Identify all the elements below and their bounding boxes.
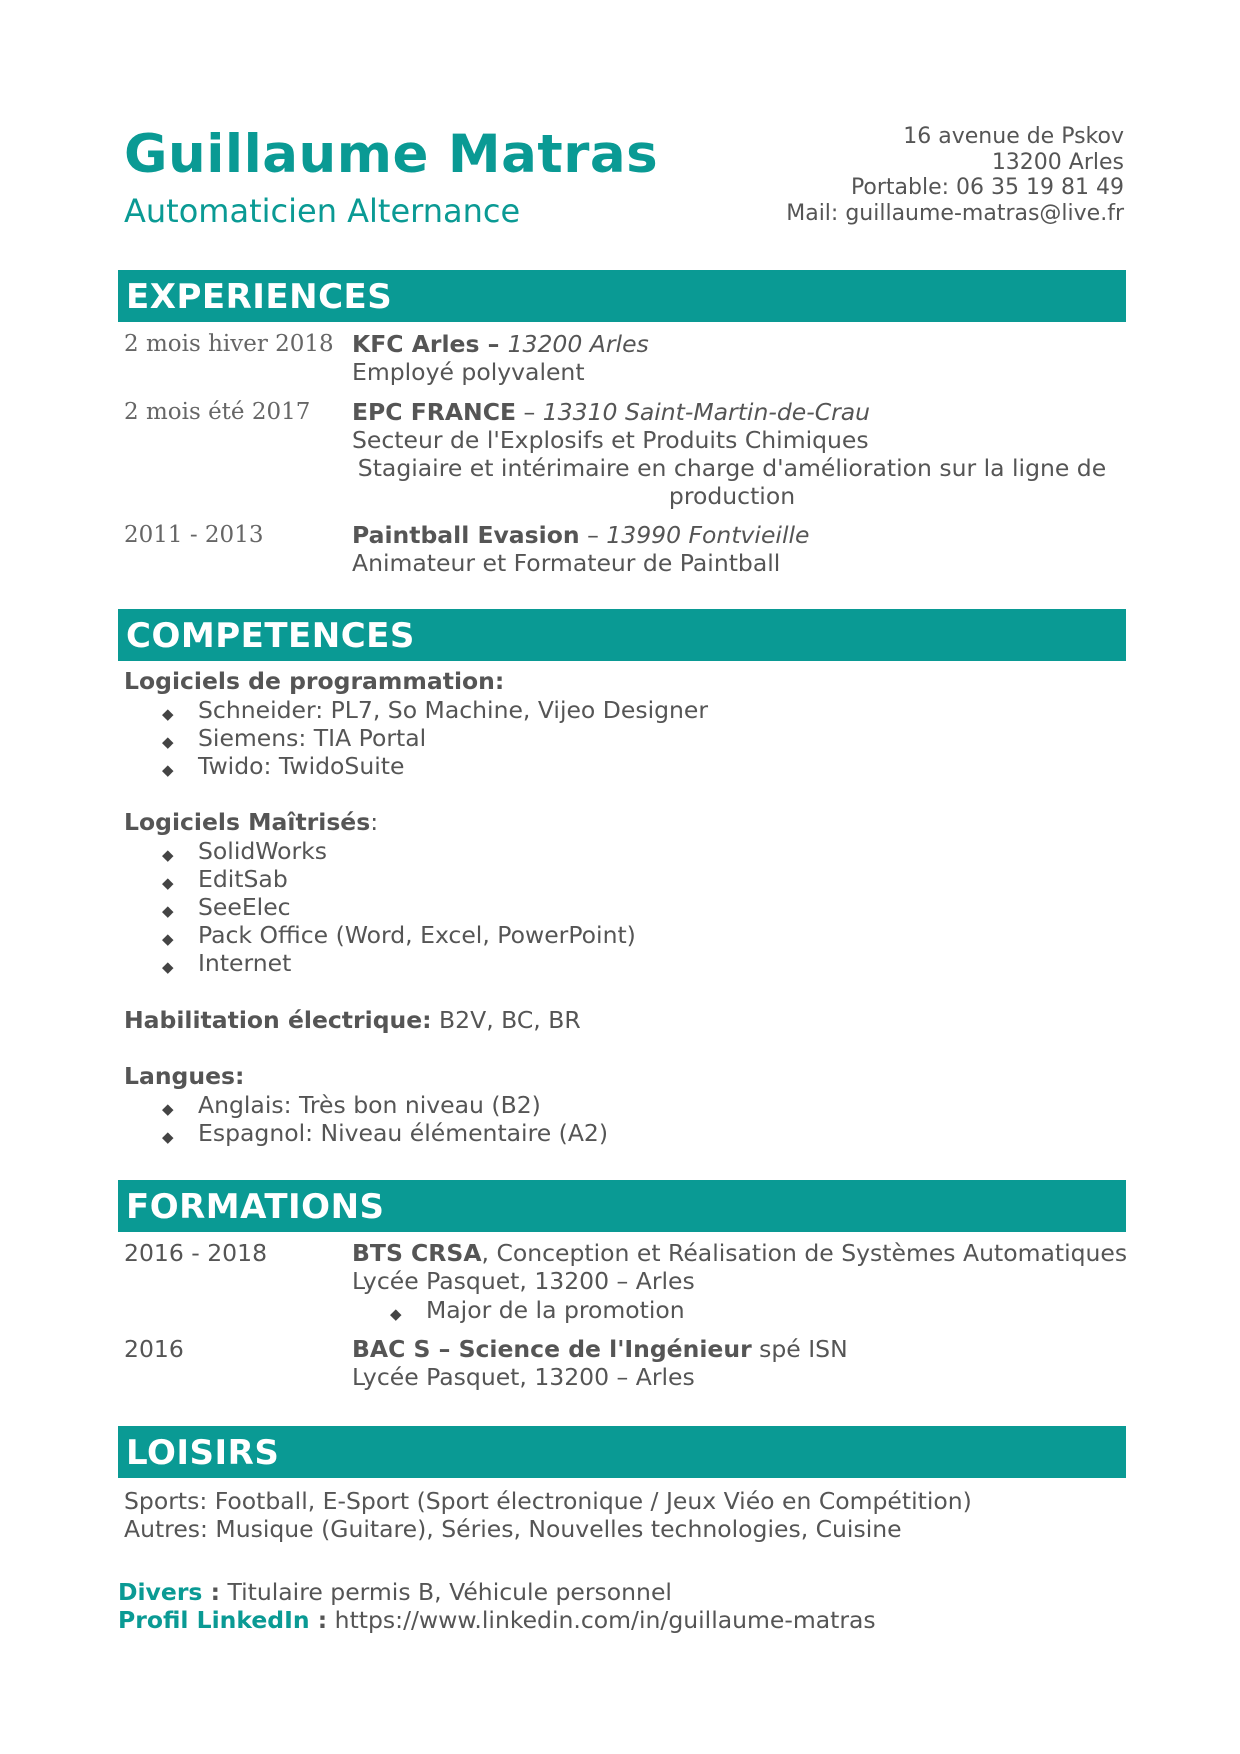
formation-school: Lycée Pasquet, 13200 – Arles — [352, 1363, 695, 1391]
habilitation: Habilitation électrique: B2V, BC, BR — [124, 1006, 581, 1034]
company: Paintball Evasion — [352, 521, 580, 549]
formation-date: 2016 — [124, 1335, 184, 1363]
location: 13200 Arles — [507, 330, 649, 358]
diamond-bullet-icon: ◆ — [162, 902, 174, 920]
location: 13310 Saint-Martin-de-Crau — [542, 398, 871, 426]
experience-title — [352, 521, 809, 549]
section-heading-competences: COMPETENCES — [118, 609, 1126, 661]
experience-date: 2 mois été 2017 — [124, 399, 311, 425]
diamond-bullet-icon: ◆ — [162, 733, 174, 751]
diamond-bullet-icon: ◆ — [162, 874, 174, 892]
candidate-title: Automaticien Alternance — [124, 192, 521, 230]
candidate-name: Guillaume Matras — [124, 124, 659, 185]
experience-description: Stagiaire et intérimaire en charge d'amélioration sur la ligne de — [357, 454, 1107, 482]
separator: – — [479, 330, 508, 358]
linkedin: Profil LinkedIn : https://www.linkedin.com/in/guillaume-matras — [118, 1606, 876, 1634]
experience-role: Animateur et Formateur de Paintball — [352, 549, 781, 577]
diamond-bullet-icon: ◆ — [162, 761, 174, 779]
diamond-bullet-icon: ◆ — [162, 930, 174, 948]
address-line-1: 16 avenue de Pskov — [903, 124, 1124, 149]
experience-title — [352, 330, 649, 358]
formation-school: Lycée Pasquet, 13200 – Arles — [352, 1267, 695, 1295]
experience-sector: Secteur de l'Explosifs et Produits Chimiques — [352, 426, 869, 454]
email: Mail: guillaume-matras@live.fr — [786, 200, 1124, 226]
list-item: Anglais: Très bon niveau (B2) — [198, 1091, 541, 1119]
contact-block — [786, 124, 1124, 226]
software-label: Logiciels Maîtrisés: — [124, 808, 379, 836]
experience-description: production — [668, 482, 796, 510]
list-item: Schneider: PL7, So Machine, Vijeo Designer — [198, 696, 709, 724]
list-item: SolidWorks — [198, 837, 328, 865]
list-item: Siemens: TIA Portal — [198, 724, 427, 752]
formation-title: BTS CRSA, Conception et Réalisation de Systèmes Automatiques — [352, 1239, 1128, 1267]
experience-date: 2 mois hiver 2018 — [124, 331, 334, 357]
diamond-bullet-icon: ◆ — [162, 1128, 174, 1146]
list-item: EditSab — [198, 865, 288, 893]
diamond-bullet-icon: ◆ — [162, 846, 174, 864]
list-item: Internet — [198, 949, 292, 977]
formation-date: 2016 - 2018 — [124, 1239, 268, 1267]
company: EPC FRANCE — [352, 398, 517, 426]
experience-title — [352, 398, 870, 426]
location: 13990 Fontvieille — [606, 521, 810, 549]
linkedin-url[interactable]: https://www.linkedin.com/in/guillaume-matras — [327, 1606, 876, 1634]
list-item: Twido: TwidoSuite — [198, 752, 405, 780]
divers: Divers : Titulaire permis B, Véhicule personnel — [118, 1578, 672, 1606]
hobbies-sports: Sports: Football, E-Sport (Sport électronique / Jeux Viéo en Compétition) — [124, 1487, 972, 1515]
formation-title: BAC S – Science de l'Ingénieur spé ISN — [352, 1335, 848, 1363]
section-heading-formations: FORMATIONS — [118, 1180, 1126, 1232]
list-item: Major de la promotion — [426, 1296, 685, 1324]
company: KFC Arles — [352, 330, 480, 358]
diamond-bullet-icon: ◆ — [390, 1305, 402, 1323]
list-item: SeeElec — [198, 893, 291, 921]
programming-label: Logiciels de programmation: — [124, 667, 505, 695]
section-heading-experiences: EXPERIENCES — [118, 270, 1126, 322]
experience-role: Employé polyvalent — [352, 358, 585, 386]
diamond-bullet-icon: ◆ — [162, 705, 174, 723]
list-item: Espagnol: Niveau élémentaire (A2) — [198, 1119, 609, 1147]
list-item: Pack Office (Word, Excel, PowerPoint) — [198, 921, 636, 949]
separator: – — [579, 521, 607, 549]
phone: Portable: 06 35 19 81 49 — [850, 175, 1124, 200]
languages-label: Langues: — [124, 1062, 245, 1090]
diamond-bullet-icon: ◆ — [162, 1100, 174, 1118]
experience-date: 2011 - 2013 — [124, 522, 264, 548]
diamond-bullet-icon: ◆ — [162, 958, 174, 976]
section-heading-loisirs: LOISIRS — [118, 1426, 1126, 1478]
address-line-2: 13200 Arles — [991, 149, 1124, 175]
hobbies-others: Autres: Musique (Guitare), Séries, Nouvelles technologies, Cuisine — [124, 1515, 902, 1543]
separator: – — [516, 398, 543, 426]
